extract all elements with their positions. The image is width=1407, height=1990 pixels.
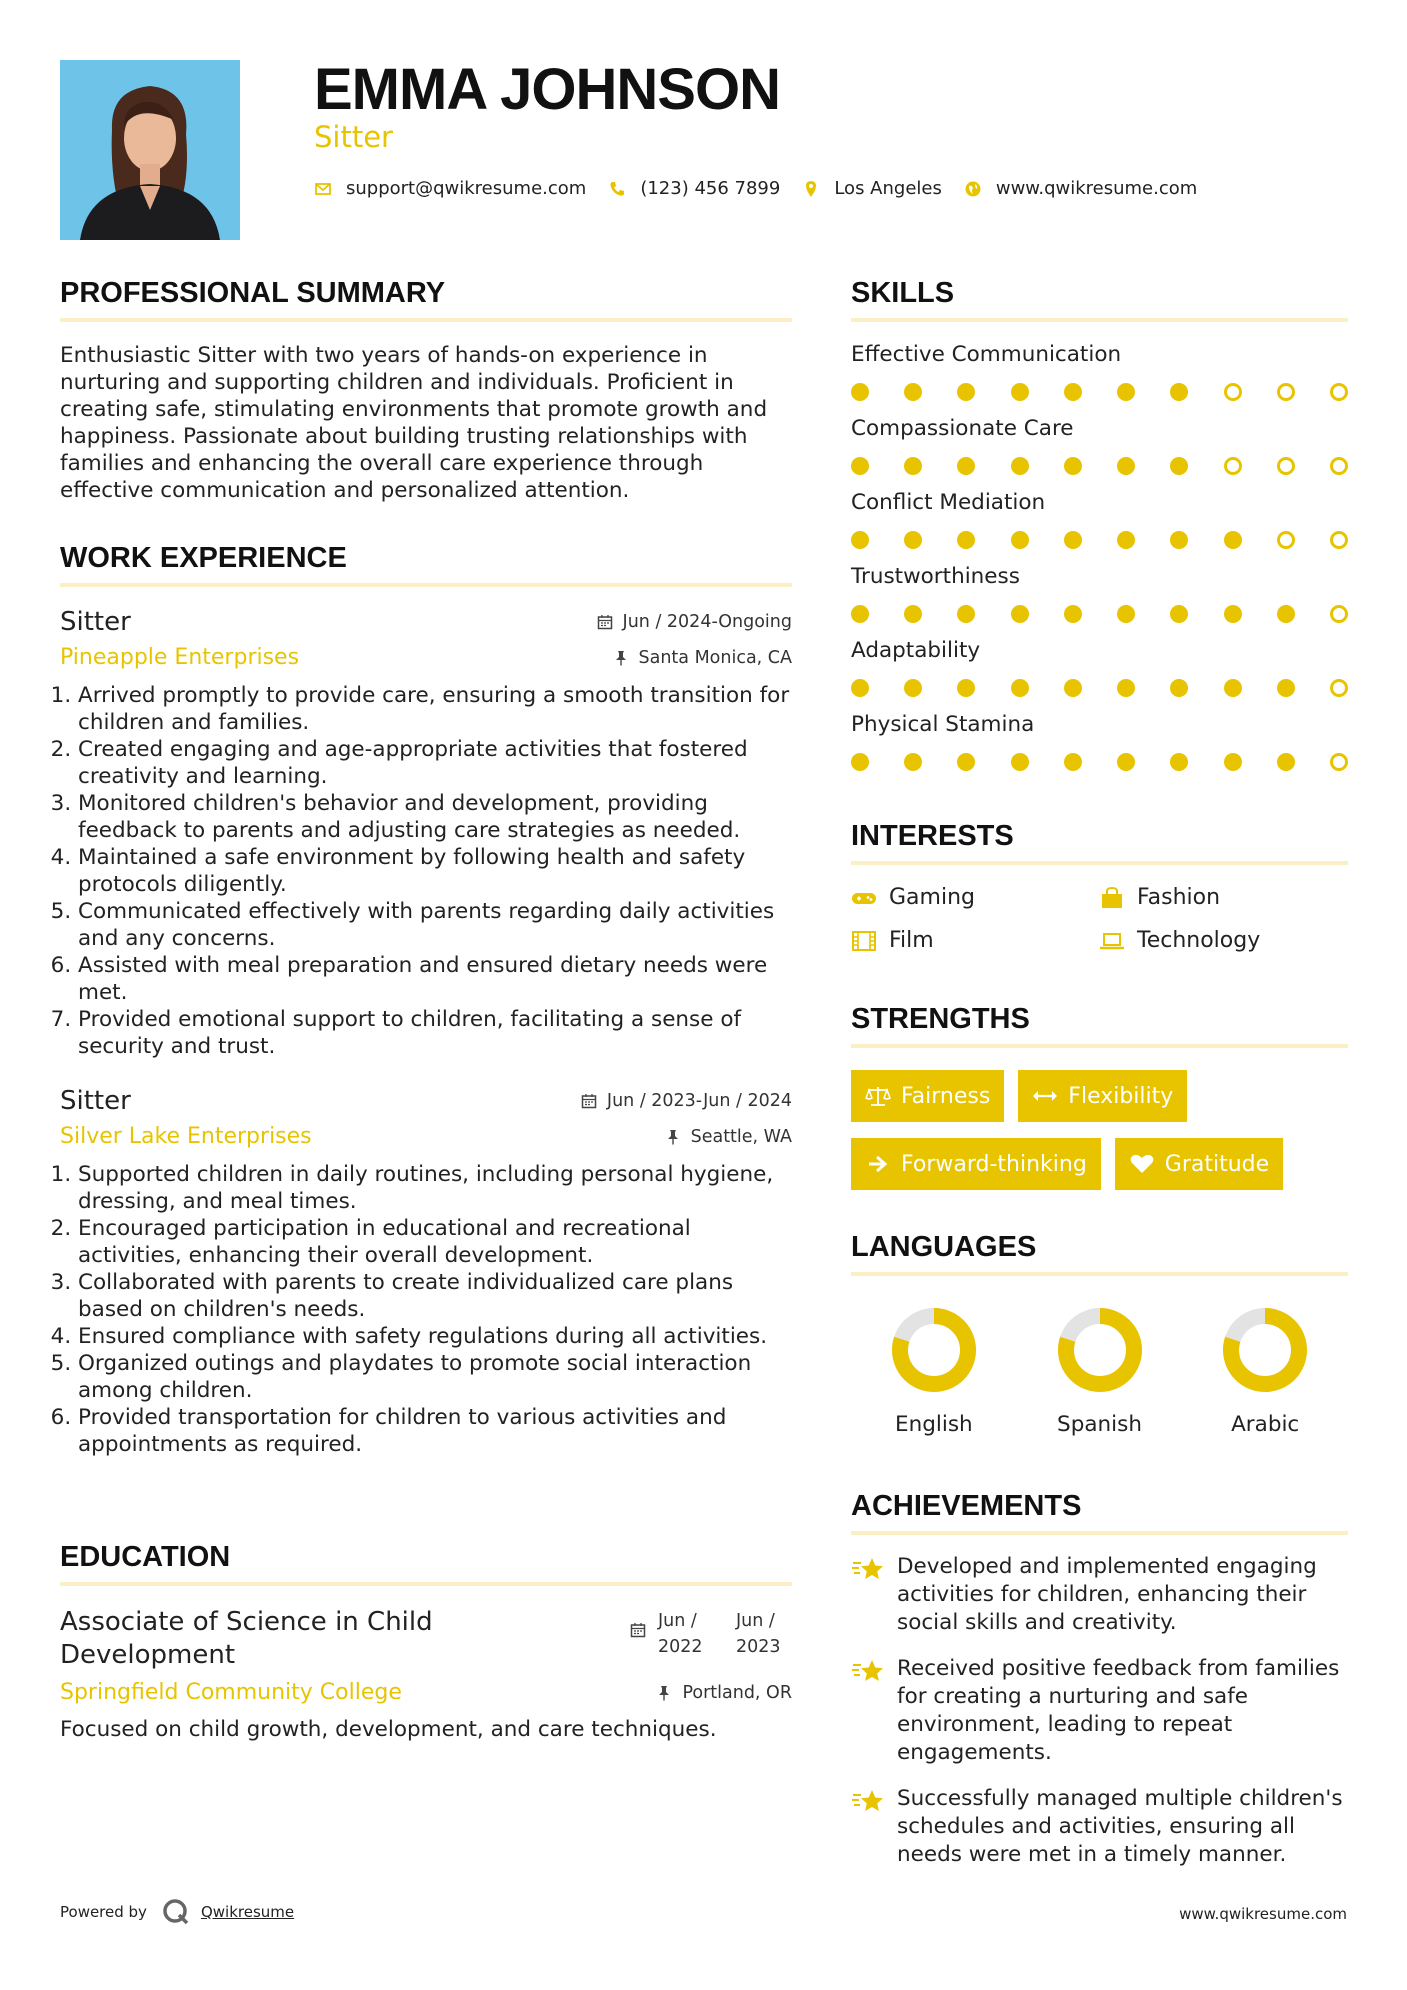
skill-name: Conflict Mediation	[851, 490, 1046, 515]
rating-dot-empty	[1330, 457, 1348, 475]
education-end: Jun / 2023	[736, 1611, 781, 1657]
skill-rating	[851, 740, 1348, 784]
brand-link[interactable]: Qwikresume	[200, 1903, 295, 1921]
education-dates	[630, 1606, 792, 1672]
phone-icon	[608, 180, 626, 198]
rating-dot-empty	[1277, 383, 1295, 401]
rating-dot-filled	[957, 605, 975, 623]
summary-title: PROFESSIONAL SUMMARY	[60, 277, 792, 322]
skill-rating	[851, 592, 1348, 636]
rating-dot-filled	[957, 383, 975, 401]
list-item: 4. Ensured compliance with safety regulations during all activities.	[78, 1323, 792, 1350]
interest-technology: Technology	[1099, 928, 1347, 953]
contact-phone[interactable]	[608, 178, 780, 199]
strengths-title: STRENGTHS	[851, 1003, 1348, 1048]
skills-title: SKILLS	[851, 277, 1348, 322]
rating-dot-filled	[1064, 531, 1082, 549]
rating-dot-filled	[1117, 383, 1135, 401]
rating-dot-filled	[1117, 753, 1135, 771]
list-item: 1. Supported children in daily routines, including personal hygiene, dressing, and meal times.	[78, 1161, 792, 1215]
job-entry	[60, 1086, 792, 1458]
summary-text: Enthusiastic Sitter with two years of hands-on experience in nurturing and supporting children and individuals. Proficient in creating safe, stimulating environments that promote growth and happiness. Passionate about building trusting relationships with families and enhancing the overall care experience through effective communication and personalized attention.	[60, 343, 768, 503]
skill-name: Trustworthiness	[851, 564, 1020, 589]
candidate-role: Sitter	[314, 120, 393, 154]
skill-item	[851, 636, 1348, 710]
education-start: Jun / 2022	[658, 1611, 703, 1657]
experience-section	[60, 542, 792, 1458]
list-item: 7. Provided emotional support to children, facilitating a sense of security and trust.	[78, 1006, 792, 1060]
strength-tag: Forward-thinking	[851, 1138, 1101, 1190]
rating-dot-filled	[957, 457, 975, 475]
arrow-right-icon	[865, 1153, 891, 1175]
shopping-bag-icon	[1099, 887, 1125, 909]
experience-title: WORK EXPERIENCE	[60, 542, 792, 587]
rating-dot-filled	[1277, 679, 1295, 697]
contact-location	[802, 178, 942, 199]
language-proficiency-ring	[1056, 1306, 1144, 1394]
rating-dot-filled	[1064, 753, 1082, 771]
language-proficiency-ring	[890, 1306, 978, 1394]
list-item: 5. Organized outings and playdates to promote social interaction among children.	[78, 1350, 792, 1404]
rating-dot-empty	[1277, 457, 1295, 475]
list-item: 6. Provided transportation for children to various activities and appointments as required.	[78, 1404, 792, 1458]
rating-dot-filled	[1011, 531, 1029, 549]
rating-dot-filled	[1011, 679, 1029, 697]
website-text: www.qwikresume.com	[995, 178, 1198, 199]
skill-item	[851, 562, 1348, 636]
star-icon	[851, 1657, 885, 1687]
rating-dot-filled	[904, 679, 922, 697]
language-proficiency-ring	[1221, 1306, 1309, 1394]
phone-text: (123) 456 7899	[640, 178, 781, 199]
rating-dot-filled	[851, 531, 869, 549]
profile-photo	[60, 60, 240, 240]
heart-icon	[1129, 1153, 1155, 1175]
job-bullets	[60, 1161, 792, 1458]
job-entry	[60, 607, 792, 1060]
footer-powered-by: Powered by Qwikresume	[60, 1897, 294, 1927]
rating-dot-filled	[904, 753, 922, 771]
rating-dot-filled	[1224, 753, 1242, 771]
list-item: 3. Monitored children's behavior and development, providing feedback to parents and adjusting care strategies as needed.	[78, 790, 792, 844]
skill-name: Adaptability	[851, 638, 981, 663]
school-name: Springfield Community College	[60, 1680, 402, 1705]
job-dates: Jun / 2023-Jun / 2024	[581, 1091, 792, 1111]
school-location: Portland, OR	[656, 1683, 792, 1703]
language-name: Spanish	[1057, 1412, 1142, 1437]
star-icon	[851, 1555, 885, 1585]
education-section	[60, 1541, 792, 1742]
globe-icon	[964, 180, 982, 198]
rating-dot-filled	[904, 383, 922, 401]
interests-section	[851, 820, 1348, 953]
balance-scale-icon	[865, 1085, 891, 1107]
rating-dot-filled	[1011, 605, 1029, 623]
skill-rating	[851, 444, 1348, 488]
list-item: 5. Communicated effectively with parents regarding daily activities and any concerns.	[78, 898, 792, 952]
rating-dot-filled	[1277, 605, 1295, 623]
strength-tag: Flexibility	[1018, 1070, 1187, 1122]
candidate-name: EMMA JOHNSON	[314, 57, 780, 122]
rating-dot-filled	[1011, 383, 1029, 401]
rating-dot-filled	[1170, 753, 1188, 771]
rating-dot-filled	[1170, 457, 1188, 475]
rating-dot-filled	[957, 531, 975, 549]
skills-list	[851, 340, 1348, 784]
rating-dot-filled	[1064, 679, 1082, 697]
language-item	[851, 1306, 1017, 1437]
rating-dot-filled	[1277, 753, 1295, 771]
contact-bar	[314, 178, 1219, 199]
pushpin-icon	[665, 1129, 681, 1145]
map-marker-icon	[802, 180, 820, 198]
list-item: 6. Assisted with meal preparation and ensured dietary needs were met.	[78, 952, 792, 1006]
calendar-icon	[630, 1622, 646, 1638]
arrows-horizontal-icon	[1032, 1085, 1058, 1107]
rating-dot-filled	[1117, 679, 1135, 697]
skill-rating	[851, 370, 1348, 414]
job-title: Sitter	[60, 1086, 131, 1116]
film-icon	[851, 930, 877, 952]
job-location: Seattle, WA	[665, 1127, 792, 1147]
star-icon	[851, 1787, 885, 1817]
skill-item	[851, 488, 1348, 562]
rating-dot-filled	[957, 679, 975, 697]
rating-dot-empty	[1330, 679, 1348, 697]
rating-dot-filled	[1170, 605, 1188, 623]
education-title: EDUCATION	[60, 1541, 792, 1586]
interest-fashion: Fashion	[1099, 885, 1347, 910]
strength-tag: Fairness	[851, 1070, 1004, 1122]
rating-dot-filled	[957, 753, 975, 771]
rating-dot-filled	[904, 605, 922, 623]
pushpin-icon	[613, 650, 629, 666]
rating-dot-filled	[851, 753, 869, 771]
rating-dot-empty	[1330, 383, 1348, 401]
contact-email[interactable]	[314, 178, 586, 199]
language-item	[1182, 1306, 1348, 1437]
rating-dot-filled	[1224, 531, 1242, 549]
skill-name: Effective Communication	[851, 342, 1122, 367]
education-description: Focused on child growth, development, and care techniques.	[60, 1717, 717, 1742]
skill-rating	[851, 518, 1348, 562]
rating-dot-filled	[1170, 531, 1188, 549]
interest-film: Film	[851, 928, 1099, 953]
rating-dot-empty	[1224, 457, 1242, 475]
job-dates: Jun / 2024-Ongoing	[597, 612, 792, 632]
languages-list	[851, 1306, 1348, 1437]
rating-dot-filled	[851, 679, 869, 697]
achievements-title: ACHIEVEMENTS	[851, 1490, 1348, 1535]
language-name: English	[895, 1412, 973, 1437]
rating-dot-filled	[1170, 679, 1188, 697]
email-text: support@qwikresume.com	[346, 178, 587, 199]
rating-dot-filled	[1170, 383, 1188, 401]
interests-title: INTERESTS	[851, 820, 1348, 865]
rating-dot-filled	[851, 605, 869, 623]
qwikresume-logo-icon	[161, 1897, 191, 1927]
location-text: Los Angeles	[834, 178, 942, 199]
list-item: 1. Arrived promptly to provide care, ensuring a smooth transition for children and families.	[78, 682, 792, 736]
languages-section	[851, 1231, 1348, 1437]
skill-item	[851, 710, 1348, 784]
skill-item	[851, 340, 1348, 414]
rating-dot-empty	[1330, 605, 1348, 623]
job-title: Sitter	[60, 607, 131, 637]
rating-dot-filled	[851, 457, 869, 475]
language-name: Arabic	[1231, 1412, 1300, 1437]
language-item	[1017, 1306, 1183, 1437]
rating-dot-filled	[1117, 531, 1135, 549]
calendar-icon	[597, 614, 613, 630]
rating-dot-filled	[1064, 605, 1082, 623]
rating-dot-filled	[1064, 383, 1082, 401]
list-item: 3. Collaborated with parents to create individualized care plans based on children's needs.	[78, 1269, 792, 1323]
footer-url[interactable]: www.qwikresume.com	[1179, 1905, 1347, 1923]
rating-dot-filled	[904, 457, 922, 475]
achievement-item: Received positive feedback from families for creating a nurturing and safe environment, leading to repeat engagements.	[851, 1655, 1348, 1767]
rating-dot-filled	[1117, 605, 1135, 623]
rating-dot-filled	[851, 383, 869, 401]
rating-dot-filled	[1011, 753, 1029, 771]
pushpin-icon	[656, 1685, 672, 1701]
rating-dot-empty	[1330, 531, 1348, 549]
list-item: 4. Maintained a safe environment by following health and safety protocols diligently.	[78, 844, 792, 898]
summary-section	[60, 277, 792, 504]
skill-name: Physical Stamina	[851, 712, 1035, 737]
rating-dot-empty	[1224, 383, 1242, 401]
calendar-icon	[581, 1093, 597, 1109]
list-item: 2. Created engaging and age-appropriate activities that fostered creativity and learning.	[78, 736, 792, 790]
job-bullets	[60, 682, 792, 1060]
rating-dot-filled	[1117, 457, 1135, 475]
list-item: 2. Encouraged participation in educational and recreational activities, enhancing their overall development.	[78, 1215, 792, 1269]
gamepad-icon	[851, 887, 877, 909]
languages-title: LANGUAGES	[851, 1231, 1348, 1276]
company-name: Pineapple Enterprises	[60, 645, 300, 670]
degree-title: Associate of Science in Child Development	[60, 1607, 433, 1670]
contact-website[interactable]	[964, 178, 1197, 199]
achievement-item: Successfully managed multiple children's schedules and activities, ensuring all needs were met in a timely manner.	[851, 1785, 1348, 1869]
rating-dot-empty	[1330, 753, 1348, 771]
achievements-section	[851, 1490, 1348, 1869]
laptop-icon	[1099, 930, 1125, 952]
envelope-icon	[314, 180, 332, 198]
skill-item	[851, 414, 1348, 488]
job-location: Santa Monica, CA	[613, 648, 793, 668]
interest-gaming: Gaming	[851, 885, 1099, 910]
achievement-item: Developed and implemented engaging activities for children, enhancing their social skills and creativity.	[851, 1553, 1348, 1637]
rating-dot-filled	[1224, 605, 1242, 623]
person-portrait-icon	[60, 60, 240, 240]
rating-dot-filled	[1064, 457, 1082, 475]
skill-rating	[851, 666, 1348, 710]
rating-dot-filled	[1224, 679, 1242, 697]
rating-dot-empty	[1277, 531, 1295, 549]
skills-section	[851, 277, 1348, 784]
company-name: Silver Lake Enterprises	[60, 1124, 312, 1149]
rating-dot-filled	[904, 531, 922, 549]
strengths-section	[851, 1003, 1348, 1206]
skill-name: Compassionate Care	[851, 416, 1074, 441]
strength-tag: Gratitude	[1115, 1138, 1283, 1190]
rating-dot-filled	[1011, 457, 1029, 475]
